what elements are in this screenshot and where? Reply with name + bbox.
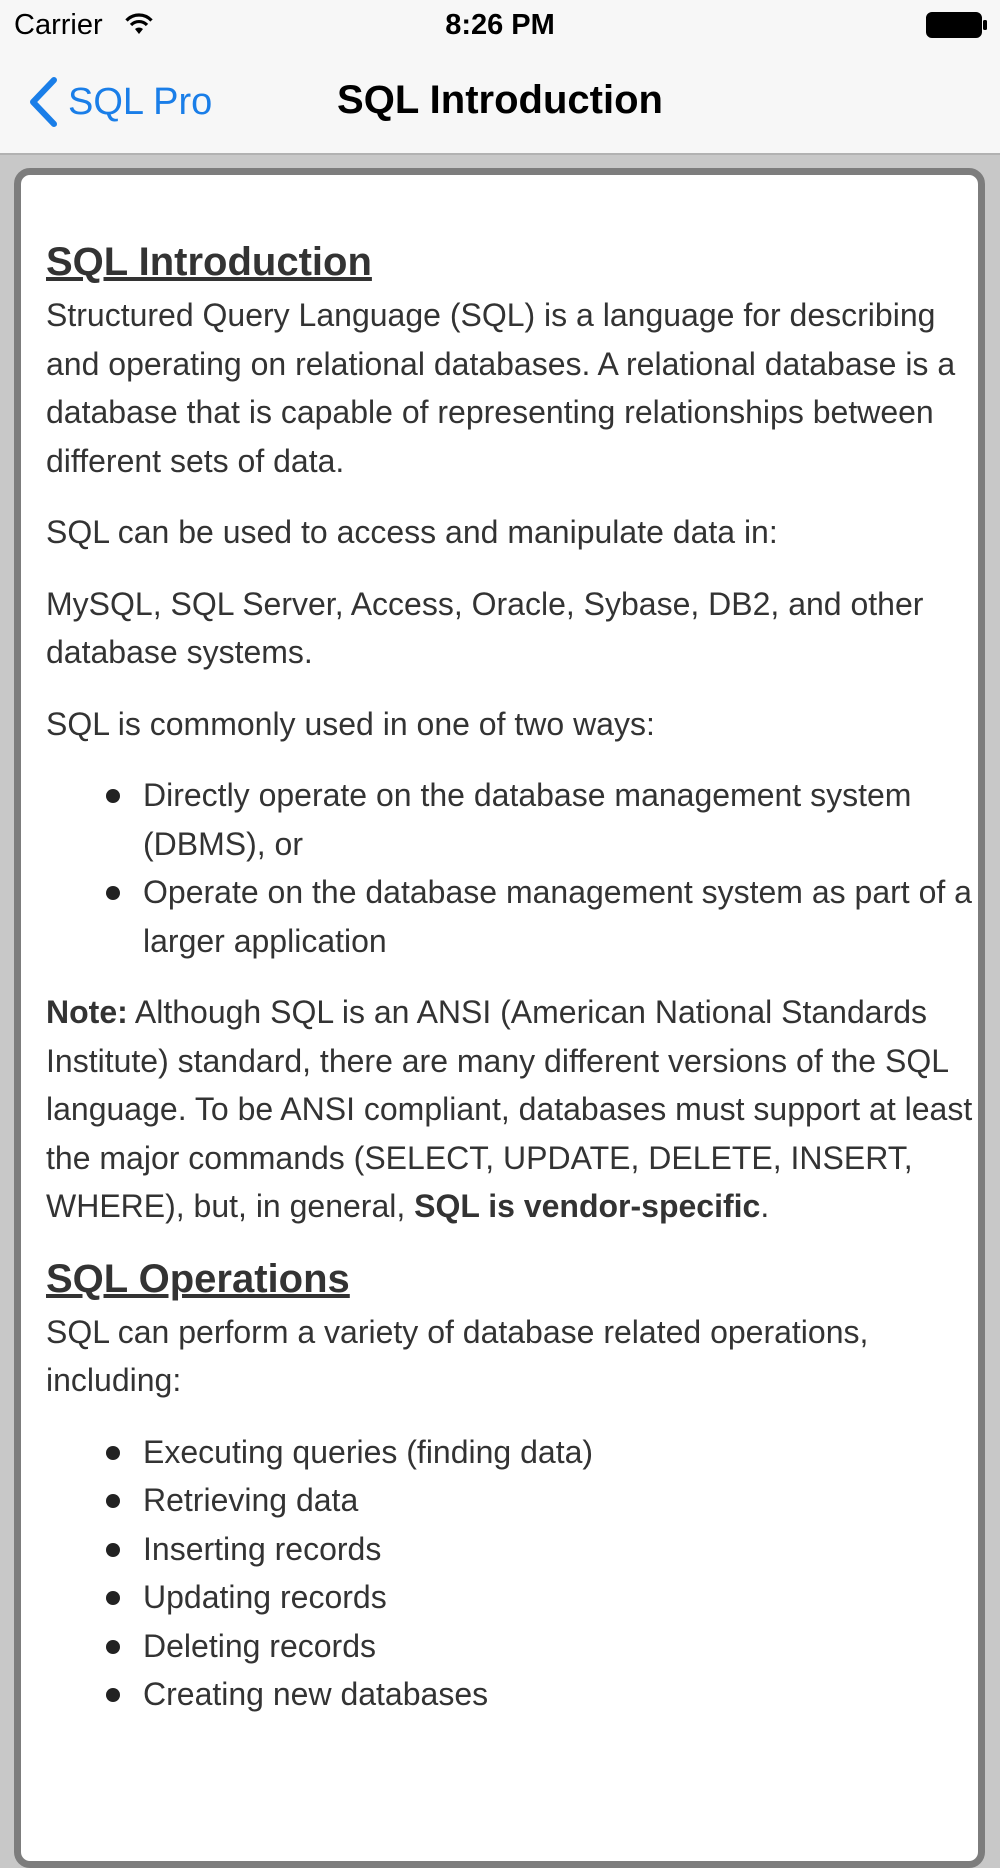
- note-label: Note:: [46, 994, 128, 1030]
- bullet-icon: [106, 1494, 120, 1508]
- navigation-bar: [0, 50, 1000, 155]
- battery-icon: [926, 12, 988, 38]
- list-item: [46, 1670, 981, 1719]
- list-item: [46, 1573, 981, 1622]
- bullet-icon: [106, 1640, 120, 1654]
- back-button-label: SQL Pro: [68, 80, 213, 123]
- page-title: SQL Introduction: [337, 78, 663, 122]
- section-heading-introduction: SQL Introduction: [46, 240, 372, 284]
- list-item: [46, 1525, 981, 1574]
- section-heading-operations: SQL Operations: [46, 1256, 350, 1301]
- paragraph-sql-definition: Structured Query Language (SQL) is a language for describing and operating on relational databases. A relational database is a database that is capable of representing relationships between different sets of data.: [46, 297, 956, 479]
- paragraph-operations-intro: SQL can perform a variety of database related operations, including:: [46, 1313, 869, 1398]
- content-card[interactable]: [14, 168, 985, 1868]
- list-item: [46, 771, 981, 868]
- list-item-text: Creating new databases: [143, 1676, 489, 1712]
- list-item-text: Deleting records: [143, 1627, 376, 1664]
- note-text: Although SQL is an ANSI (American National Standards Institute) standard, there are many different versions of the SQL language. To be ANSI compliant, databases must support at least the major commands (SELECT, UPDATE, DELETE, INSERT, WHERE), but, in general,: [46, 994, 973, 1224]
- paragraph-note: [46, 988, 981, 1231]
- paragraph-usage-ways: SQL is commonly used in one of two ways:: [46, 705, 655, 742]
- article-content: [46, 175, 981, 1742]
- bullet-icon: [106, 1543, 120, 1557]
- note-end: .: [760, 1188, 770, 1224]
- list-item-text: Retrieving data: [143, 1482, 359, 1518]
- list-item-text: Operate on the database management system as part of a larger application: [143, 874, 972, 959]
- paragraph-access-data: SQL can be used to access and manipulate data in:: [46, 514, 778, 550]
- operations-list: [46, 1428, 981, 1719]
- bullet-icon: [106, 1591, 120, 1605]
- list-item-text: Updating records: [143, 1579, 387, 1615]
- bullet-icon: [106, 1688, 120, 1702]
- list-item-text: Executing queries (finding data): [143, 1433, 594, 1470]
- list-item: [46, 1428, 981, 1477]
- paragraph-database-systems: MySQL, SQL Server, Access, Oracle, Sybase, DB2, and other database systems.: [46, 585, 924, 670]
- bullet-icon: [106, 789, 120, 803]
- status-bar: [0, 0, 1000, 50]
- note-bold-text: SQL is vendor-specific: [414, 1188, 761, 1224]
- list-item: [46, 1622, 981, 1671]
- ways-list: [46, 771, 981, 965]
- bullet-icon: [106, 886, 120, 900]
- carrier-label: Carrier: [14, 9, 103, 41]
- status-time: 8:26 PM: [445, 9, 555, 41]
- list-item-text: Inserting records: [143, 1530, 382, 1567]
- list-item-text: Directly operate on the database management system (DBMS), or: [143, 777, 912, 862]
- bullet-icon: [106, 1446, 120, 1460]
- list-item: [46, 868, 981, 965]
- list-item: [46, 1476, 981, 1525]
